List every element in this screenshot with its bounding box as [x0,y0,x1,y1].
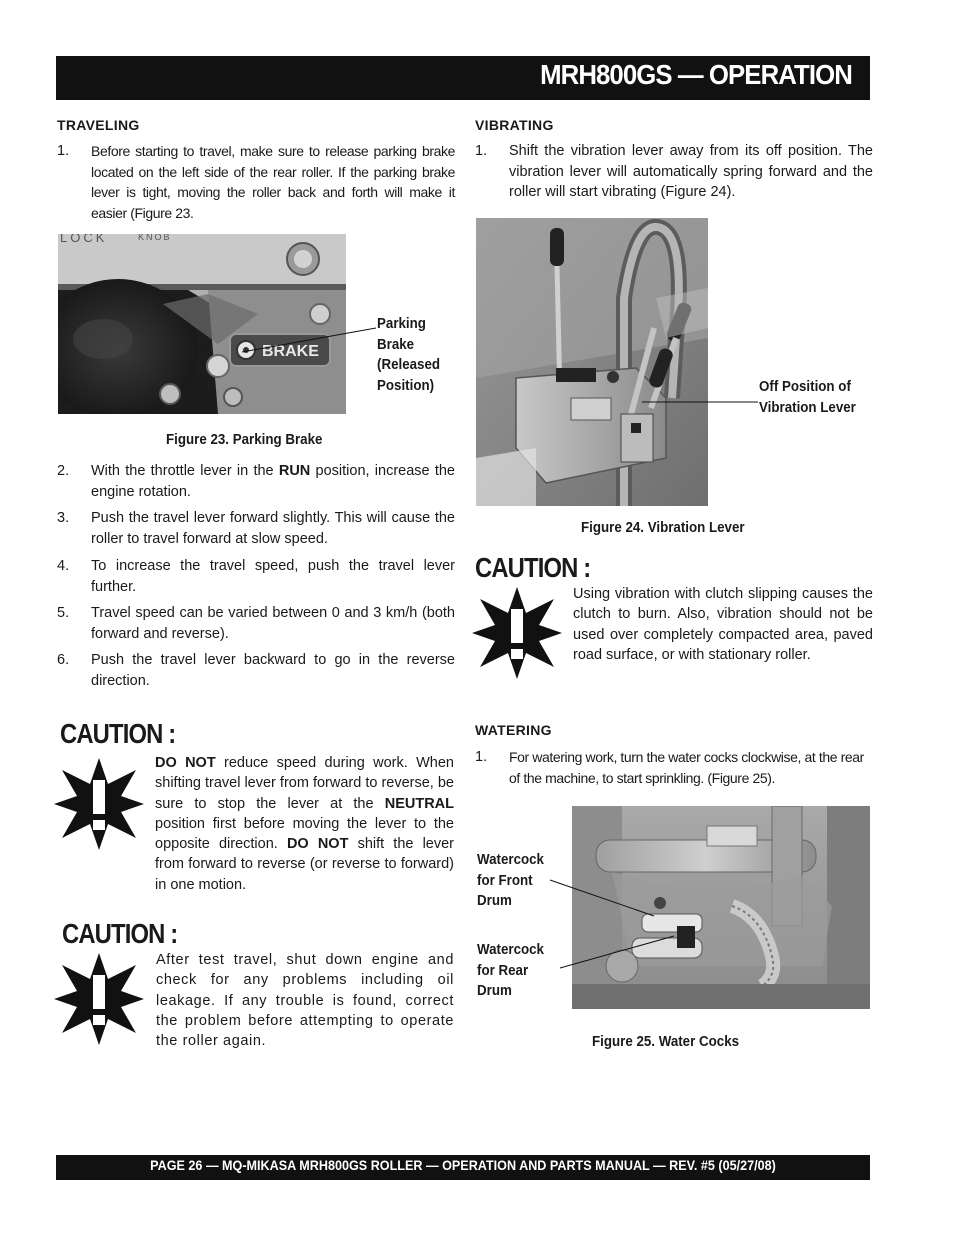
warning-starburst-icon [54,953,144,1045]
caution-3-title: CAUTION : [475,552,591,583]
caution-text-bold: DO NOT [155,755,216,771]
callout-line: Watercock [477,852,544,868]
callout-line: Position) [377,377,435,394]
vibrating-heading: VIBRATING [475,117,554,133]
figure-25-caption: Figure 25. Water Cocks [592,1034,740,1050]
item-number: 2. [57,463,70,479]
brake-plate-label: BRAKE [262,343,319,360]
warning-starburst-icon [54,758,144,850]
page-footer-text: PAGE 26 — MQ-MIKASA MRH800GS ROLLER — OPERATION AND PARTS MANUAL — REV. #5 (05/27/08) [150,1157,776,1173]
figure-24-caption: Figure 24. Vibration Lever [581,520,745,536]
figure-23-caption: Figure 23. Parking Brake [166,432,323,448]
item-number: 1. [475,749,488,765]
callout-line: Vibration Lever [759,399,856,416]
page-title: MRH800GS — OPERATION [540,59,852,90]
callout-line: Off Position of [759,379,851,395]
figure-24-photo [476,218,708,506]
callout-line: Drum [477,983,512,999]
item-text [91,461,455,502]
caution-text-part: reduce speed during work. When shifting travel lever from forward to reverse, be sure to stop the lever at the [155,755,454,812]
caution-text-part: position first before moving the lever to the opposite direction. [155,815,454,853]
figure-23-photo [58,234,346,414]
warning-starburst-icon [472,587,562,679]
page-header-bar [56,56,870,100]
caution-2-text: After test travel, shut down engine and check for any problems including oil leakage. If any trouble is found, correct the problem before attempting to operate the roller again. [156,952,454,1050]
traveling-heading: TRAVELING [57,117,140,133]
item-text: Travel speed can be varied between 0 and 3 km/h (both forward and reverse). [91,605,455,642]
callout-line: for Rear [477,962,529,979]
figure-23-callout [377,314,440,396]
item-text-part: With the throttle lever in the [91,463,279,479]
knob-text: KNOB [138,234,172,242]
item-text: Before starting to travel, make sure to release parking brake located on the left side of the rear roller. If the parking brake lever is tight, moving the roller back and forth will make it easier (Figure 23. [91,143,455,221]
caution-2-title: CAUTION : [62,918,178,949]
item-number: 1. [475,143,488,159]
item-text: Shift the vibration lever away from its off position. The vibration lever will automatically spring forward and the roller will start vibrating (Figure 24). [509,143,873,200]
figure-23-leader-line [240,326,380,356]
callout-line: Watercock [477,942,544,958]
figure-25-callout-front [477,850,544,912]
caution-1-text [155,753,454,895]
callout-line: Brake [377,336,415,353]
callout-line: for Front [477,872,533,889]
item-number: 5. [57,605,70,621]
figure-24-leader-line [640,396,760,408]
figure-24-callout [759,377,856,418]
figure-25-leader-lines [548,878,688,972]
caution-1-title: CAUTION : [60,718,176,749]
item-text-part: position, increase the engine rotation. [91,463,455,500]
caution-text-bold: DO NOT [286,836,349,853]
page-footer-bar [56,1155,870,1180]
item-text: Push the travel lever backward to go in the reverse direction. [91,652,455,689]
item-text-bold: RUN [278,463,311,479]
item-number: 1. [57,143,70,159]
item-text: For watering work, turn the water cocks clockwise, at the rear of the machine, to start sprinkling. (Figure 25). [509,749,864,786]
caution-text-part: shift the lever from forward to reverse (or reverse to forward) in one motion. [155,836,455,893]
item-number: 6. [57,652,70,668]
figure-25-callout-rear [477,940,544,1002]
item-number: 3. [57,510,70,526]
callout-line: (Released [377,357,441,373]
item-number: 4. [57,558,70,574]
caution-3-text: Using vibration with clutch slipping causes the clutch to burn. Also, vibration should not be used over completely compacted area, paved road surface, or with stationary roller. [573,586,873,663]
watering-heading: WATERING [475,722,552,738]
item-text: To increase the travel speed, push the travel lever further. [91,558,455,595]
caution-text-bold: NEUTRAL [384,795,454,812]
item-text: Push the travel lever forward slightly. This will cause the roller to travel forward at slow speed. [91,510,455,547]
callout-line: Drum [477,893,512,909]
callout-line: Parking [377,316,426,332]
lock-text: LOCK [60,234,108,245]
